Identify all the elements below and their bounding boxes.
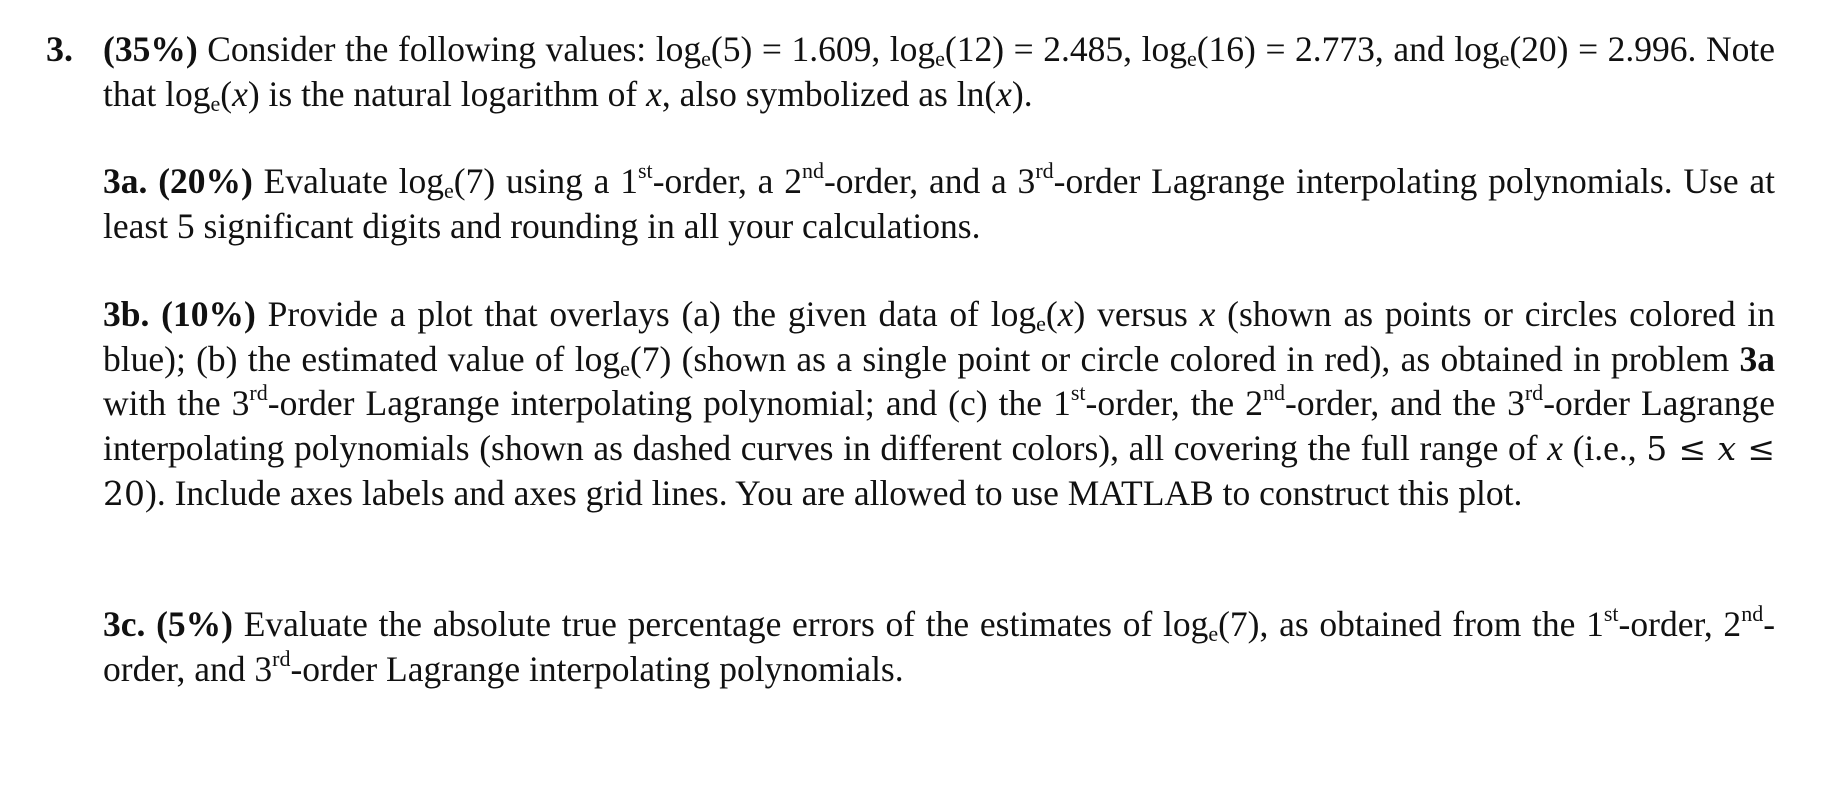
- log-base-subscript: e: [701, 46, 711, 71]
- part-text: (i.e.,: [1562, 427, 1647, 468]
- ordinal-superscript: st: [638, 158, 653, 183]
- ordinal-superscript: st: [1070, 380, 1086, 405]
- part-text: -order, a 2: [652, 161, 802, 201]
- intro-text: (20) = 2.996. Note that log: [103, 29, 1776, 114]
- part-weight: (20%): [158, 161, 253, 201]
- ordinal-superscript: nd: [1263, 380, 1286, 405]
- ordinal-superscript: rd: [1524, 380, 1544, 405]
- variable-x: x: [646, 73, 662, 114]
- part-text: -order Lagrange interpolating polynomials. Use at least 5 significant digits and rounding in all your calculations.: [103, 161, 1776, 246]
- problem-number: 3.: [46, 29, 73, 69]
- part-text: ) versus: [1073, 294, 1200, 334]
- part-text: (shown as points or circles colored in blue); (b) the estimated value of log: [103, 294, 1776, 379]
- part-text: ). Include axes labels and axes grid lines. You are allowed to use MATLAB to construct this plot.: [145, 473, 1523, 513]
- ordinal-superscript: rd: [1035, 158, 1054, 183]
- part-text: (7), as obtained from the 1: [1218, 604, 1604, 644]
- log-base-subscript: e: [935, 46, 945, 71]
- range-text: ≤ 20: [103, 428, 1775, 513]
- part-text: Evaluate the absolute true percentage errors of the estimates of log: [243, 604, 1209, 644]
- problem-weight: (35%): [103, 29, 198, 69]
- part-text: (: [1045, 294, 1058, 334]
- variable-x: x: [1057, 294, 1074, 334]
- log-base-subscript: e: [620, 355, 630, 381]
- part-text: -order, and a 3: [823, 161, 1036, 201]
- variable-x: x: [232, 73, 248, 114]
- part-text: (7) (shown as a single point or circle colored in red), as obtained in problem: [629, 338, 1740, 379]
- log-base-subscript: e: [1186, 46, 1197, 71]
- part-text: Provide a plot that overlays (a) the given data of log: [267, 294, 1037, 334]
- part-label: 3c.: [103, 604, 146, 644]
- ordinal-superscript: st: [1603, 601, 1619, 626]
- variable-x: x: [996, 73, 1012, 114]
- variable-x: x: [1547, 427, 1563, 468]
- part-label: 3b.: [103, 294, 150, 334]
- part-3b: [103, 292, 1775, 517]
- problem-intro: [103, 27, 1775, 116]
- intro-text: (12) = 2.485, log: [944, 29, 1187, 69]
- ordinal-superscript: rd: [272, 645, 291, 671]
- intro-text: , also symbolized as ln(: [661, 73, 997, 114]
- intro-text: ) is the natural logarithm of: [247, 73, 647, 114]
- variable-x: x: [1717, 428, 1737, 468]
- intro-text: ).: [1011, 73, 1033, 114]
- ordinal-superscript: rd: [249, 380, 268, 405]
- part-text: -order, and the 3: [1285, 383, 1525, 423]
- log-base-subscript: e: [210, 90, 221, 116]
- part-text: -order Lagrange interpolating polynomials.: [290, 648, 904, 689]
- part-3c: [103, 602, 1775, 691]
- part-weight: (10%): [161, 294, 256, 334]
- part-text: -order, and 3: [103, 604, 1776, 689]
- intro-text: Consider the following values: log: [207, 29, 702, 69]
- part-text: -order, 2: [1618, 604, 1742, 644]
- part-text: Evaluate log: [263, 161, 444, 201]
- intro-text: (: [220, 73, 233, 114]
- range-text: 5 ≤: [1646, 428, 1718, 468]
- log-base-subscript: e: [1036, 311, 1046, 336]
- part-label: 3a.: [103, 161, 148, 201]
- ordinal-superscript: nd: [1741, 601, 1764, 626]
- part-3a: [103, 159, 1775, 248]
- log-base-subscript: e: [444, 178, 454, 203]
- problem-reference: 3a: [1739, 338, 1775, 379]
- part-text: -order, the 2: [1085, 383, 1264, 423]
- part-text: -order Lagrange interpolating polynomial; and (c) the 1: [267, 383, 1071, 423]
- intro-text: (16) = 2.773, and log: [1196, 29, 1500, 69]
- part-text: (7) using a 1: [453, 161, 638, 201]
- variable-x: x: [1199, 294, 1216, 334]
- log-base-subscript: e: [1499, 46, 1510, 71]
- log-base-subscript: e: [1208, 621, 1219, 646]
- ordinal-superscript: nd: [801, 158, 824, 183]
- part-text: -order Lagrange interpolating polynomials (shown as dashed curves in different colors), all covering the full range of: [103, 383, 1776, 468]
- intro-text: (5) = 1.609, log: [710, 29, 936, 69]
- part-text: with the 3: [103, 383, 250, 423]
- part-weight: (5%): [156, 604, 234, 644]
